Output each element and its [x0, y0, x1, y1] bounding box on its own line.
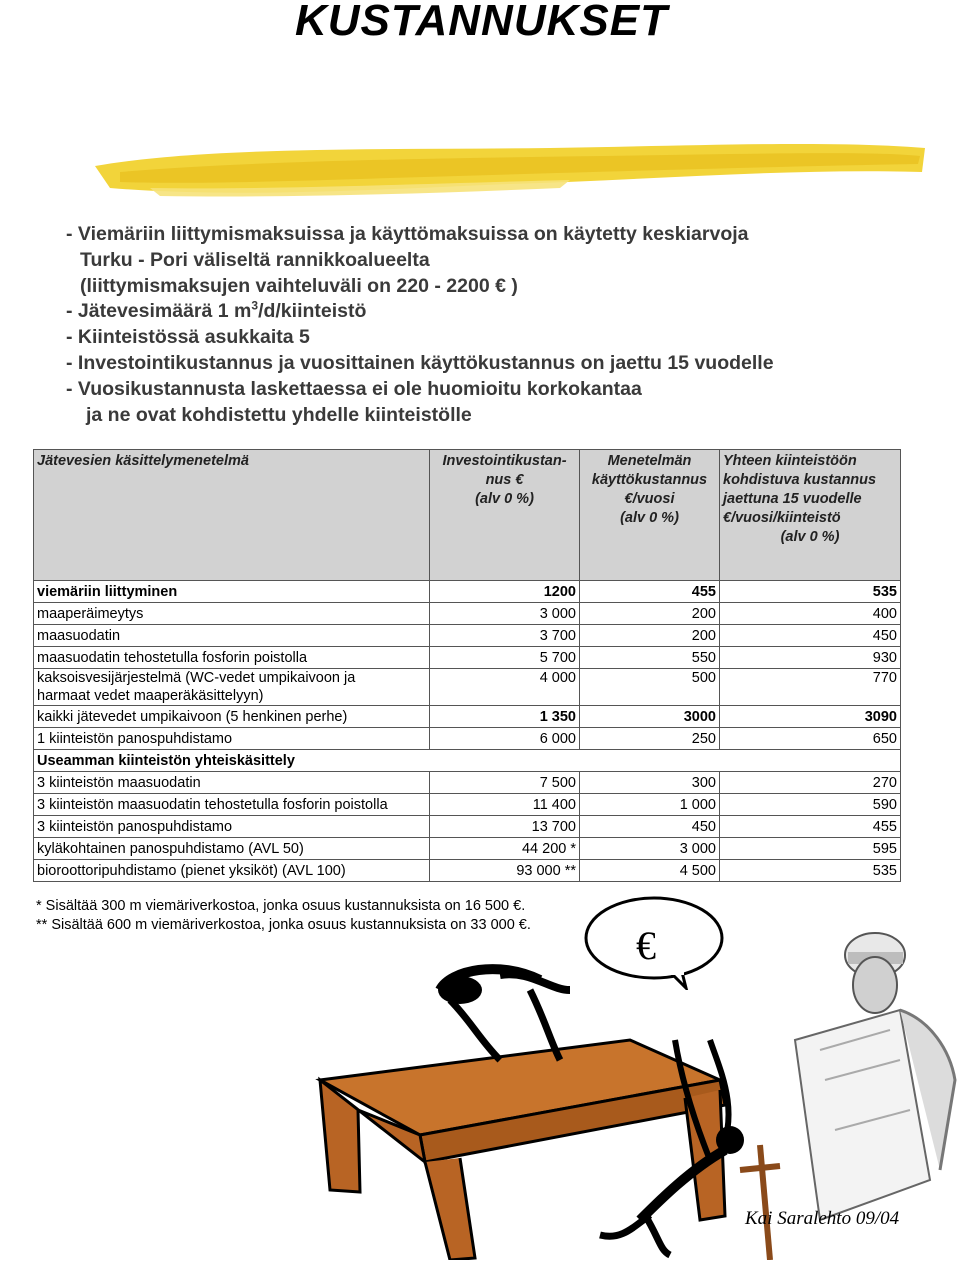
table-row — [34, 669, 901, 706]
table-row — [34, 706, 901, 728]
table-row — [34, 581, 901, 603]
investment-cell: 3 000 — [430, 603, 580, 625]
total-cell: 770 — [720, 669, 901, 706]
investment-cell: 11 400 — [430, 794, 580, 816]
row-label: 1 kiinteistön panospuhdistamo — [34, 728, 430, 750]
row-label: maasuodatin tehostetulla fosforin poistolla — [34, 647, 430, 669]
row-label: maasuodatin — [34, 625, 430, 647]
section-label: Useamman kiinteistön yhteiskäsittely — [34, 750, 430, 772]
note-line: Turku - Pori väliseltä rannikkoalueelta — [80, 248, 430, 271]
investment-cell: 93 000 ** — [430, 860, 580, 882]
operating-cell: 1 000 — [580, 794, 720, 816]
note-text: /d/kiinteistö — [258, 300, 367, 323]
header-investment — [430, 450, 580, 581]
note-line: - Viemäriin liittymismaksuissa ja käyttömaksuissa on käytetty keskiarvoja — [66, 223, 749, 245]
investment-cell: 1 350 — [430, 706, 580, 728]
table-row — [34, 728, 901, 750]
note-line: (liittymismaksujen vaihteluväli on 220 - 2200 € ) — [80, 274, 518, 297]
total-cell: 535 — [720, 581, 901, 603]
total-cell: 930 — [720, 647, 901, 669]
section-spacer — [430, 750, 901, 772]
header-method: Jätevesien käsittelymenetelmä — [34, 450, 430, 581]
header-line: Menetelmän — [607, 453, 692, 469]
operating-cell: 200 — [580, 625, 720, 647]
note-text: - Jätevesimäärä 1 m — [66, 300, 252, 323]
row-label: viemäriin liittyminen — [34, 581, 430, 603]
operating-cell: 3 000 — [580, 838, 720, 860]
header-line: Yhteen kiinteistöön — [723, 453, 857, 469]
table-row — [34, 625, 901, 647]
investment-cell: 3 700 — [430, 625, 580, 647]
table-row — [34, 838, 901, 860]
header-line: €/vuosi — [624, 491, 675, 507]
operating-cell: 550 — [580, 647, 720, 669]
total-cell: 450 — [720, 625, 901, 647]
row-label: maaperäimeytys — [34, 603, 430, 625]
header-line: (alv 0 %) — [780, 529, 840, 545]
row-label — [34, 669, 430, 706]
header-line: (alv 0 %) — [475, 491, 534, 507]
operating-cell: 450 — [580, 816, 720, 838]
total-cell: 455 — [720, 816, 901, 838]
signature: Kai Saralehto 09/04 — [745, 1208, 900, 1229]
euro-icon: € — [636, 923, 656, 968]
header-line: €/vuosi/kiinteistö — [723, 510, 841, 526]
header-line: nus € — [485, 472, 524, 488]
total-cell: 270 — [720, 772, 901, 794]
table-row — [34, 794, 901, 816]
total-cell: 400 — [720, 603, 901, 625]
investment-cell: 5 700 — [430, 647, 580, 669]
operating-cell: 500 — [580, 669, 720, 706]
cost-table — [33, 449, 901, 882]
investment-cell: 6 000 — [430, 728, 580, 750]
table-row — [34, 603, 901, 625]
section-row — [34, 750, 901, 772]
note-line: - Vuosikustannusta laskettaessa ei ole huomioitu korkokantaa — [66, 377, 642, 400]
total-cell: 535 — [720, 860, 901, 882]
superscript: 3 — [251, 298, 259, 313]
row-label: 3 kiinteistön panospuhdistamo — [34, 816, 430, 838]
table-row — [34, 816, 901, 838]
operating-cell: 250 — [580, 728, 720, 750]
operating-cell: 4 500 — [580, 860, 720, 882]
investment-cell: 1200 — [430, 581, 580, 603]
row-label-line: kaksoisvesijärjestelmä (WC-vedet umpikaivoon ja — [37, 670, 356, 686]
row-label: 3 kiinteistön maasuodatin tehostetulla fosforin poistolla — [34, 794, 430, 816]
header-line: Investointikustan- — [442, 453, 567, 469]
investment-cell: 4 000 — [430, 669, 580, 706]
note-line — [66, 299, 926, 325]
operating-cell: 3000 — [580, 706, 720, 728]
row-label: bioroottoripuhdistamo (pienet yksiköt) (AVL 100) — [34, 860, 430, 882]
investment-cell: 7 500 — [430, 772, 580, 794]
total-cell: 650 — [720, 728, 901, 750]
operating-cell: 300 — [580, 772, 720, 794]
notes-list — [66, 222, 926, 428]
page-title: KUSTANNUKSET — [295, 0, 668, 45]
header-operating — [580, 450, 720, 581]
header-line: käyttökustannus — [591, 472, 708, 488]
table-row — [34, 772, 901, 794]
note-line: - Kiinteistössä asukkaita 5 — [66, 326, 310, 349]
table-row — [34, 647, 901, 669]
row-label: kyläkohtainen panospuhdistamo (AVL 50) — [34, 838, 430, 860]
note-line: ja ne ovat kohdistettu yhdelle kiinteistölle — [86, 403, 472, 426]
investment-cell: 13 700 — [430, 816, 580, 838]
header-line: kohdistuva kustannus — [723, 472, 877, 488]
total-cell: 590 — [720, 794, 901, 816]
header-total — [720, 450, 901, 581]
footnote: ** Sisältää 600 m viemäriverkostoa, jonka osuus kustannuksista on 33 000 €. — [36, 917, 531, 933]
footnote: * Sisältää 300 m viemäriverkostoa, jonka osuus kustannuksista on 16 500 €. — [36, 898, 526, 914]
operating-cell: 455 — [580, 581, 720, 603]
row-label-line: harmaat vedet maaperäkäsittelyyn) — [37, 688, 264, 704]
table-header-row — [34, 450, 901, 581]
table-row — [34, 860, 901, 882]
yellow-brush-stroke-icon — [90, 128, 930, 210]
operating-cell: 200 — [580, 603, 720, 625]
row-label: kaikki jätevedet umpikaivoon (5 henkinen perhe) — [34, 706, 430, 728]
header-line: (alv 0 %) — [620, 510, 679, 526]
total-cell: 3090 — [720, 706, 901, 728]
header-line: jaettuna 15 vuodelle — [723, 491, 862, 507]
row-label: 3 kiinteistön maasuodatin — [34, 772, 430, 794]
investment-cell: 44 200 * — [430, 838, 580, 860]
note-line: - Investointikustannus ja vuosittainen käyttökustannus on jaettu 15 vuodelle — [66, 351, 774, 374]
total-cell: 595 — [720, 838, 901, 860]
